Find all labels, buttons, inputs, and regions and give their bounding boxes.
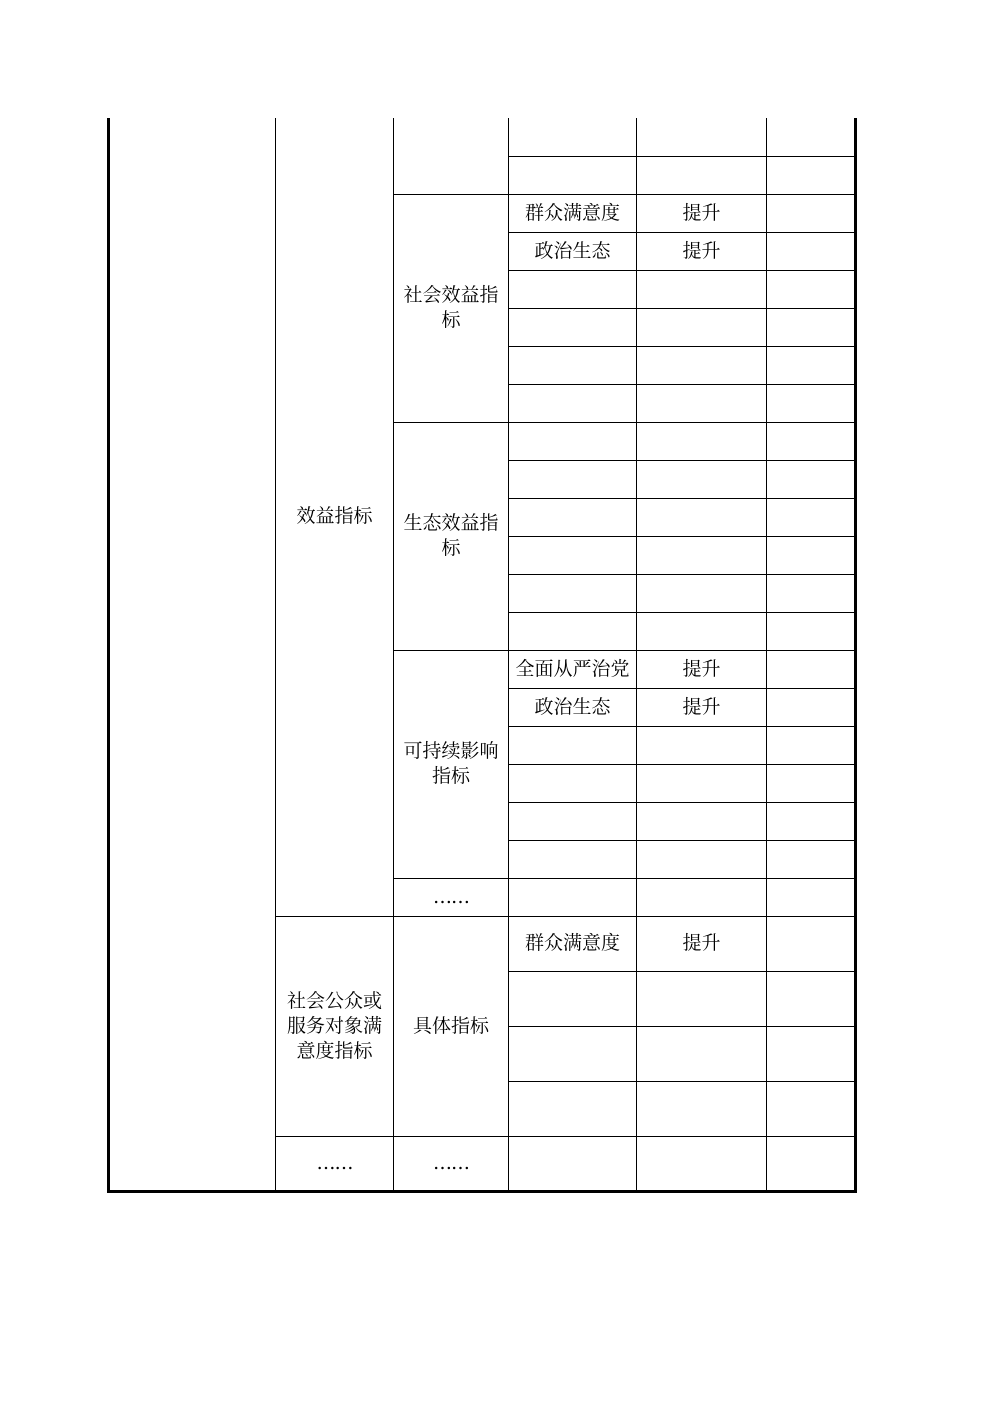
value-cell <box>637 764 767 802</box>
sustainable-impact-label: 可持续影响指标 <box>403 740 499 787</box>
score-cell <box>767 346 856 384</box>
value-cell <box>637 194 767 232</box>
level3-cell <box>509 422 637 460</box>
satisfaction-indicator-label: 社会公众或服务对象满意度指标 <box>286 989 382 1062</box>
level1-indicator-cell <box>109 118 276 1191</box>
value-cell <box>637 498 767 536</box>
level3-cell <box>509 688 637 726</box>
level3-cell <box>509 878 637 916</box>
value-cell <box>637 574 767 612</box>
level3-cell <box>509 346 637 384</box>
value-cell <box>637 118 767 156</box>
social-benefit-cell <box>394 194 509 422</box>
level3-cell <box>509 1026 637 1081</box>
level3-cell <box>509 1081 637 1136</box>
specific-indicator-label: 具体指标 <box>412 1014 489 1037</box>
score-cell <box>767 916 856 971</box>
score-cell <box>767 194 856 232</box>
value-cell <box>637 840 767 878</box>
ecological-benefit-cell <box>394 422 509 650</box>
value-cell <box>637 916 767 971</box>
level3-cell <box>509 460 637 498</box>
score-cell <box>767 384 856 422</box>
value-cell <box>637 650 767 688</box>
score-cell <box>767 1026 856 1081</box>
level3-cell <box>509 1136 637 1191</box>
effect-more-cell <box>394 878 509 916</box>
value-cell <box>637 1026 767 1081</box>
level3-cell <box>509 971 637 1026</box>
level3-cell <box>509 118 637 156</box>
score-cell <box>767 536 856 574</box>
score-cell <box>767 878 856 916</box>
value-cell <box>637 156 767 194</box>
value-cell <box>637 612 767 650</box>
level1-more-cell <box>276 1136 394 1191</box>
score-cell <box>767 1081 856 1136</box>
indicator-value: 提升 <box>682 239 721 262</box>
level3-cell <box>509 308 637 346</box>
value-cell <box>637 878 767 916</box>
ellipsis-text: …… <box>316 1151 353 1174</box>
value-cell <box>637 270 767 308</box>
continued-level2-cell <box>394 118 509 194</box>
score-cell <box>767 971 856 1026</box>
score-cell <box>767 156 856 194</box>
level3-cell <box>509 764 637 802</box>
value-cell <box>637 536 767 574</box>
effect-indicator-cell <box>276 118 394 916</box>
indicator-name: 群众满意度 <box>524 201 620 224</box>
value-cell <box>637 232 767 270</box>
effect-indicator-label: 效益指标 <box>296 505 373 528</box>
level3-cell <box>509 536 637 574</box>
value-cell <box>637 971 767 1026</box>
level3-cell <box>509 612 637 650</box>
performance-indicator-table <box>107 118 857 1193</box>
social-benefit-label: 社会效益指标 <box>403 284 499 331</box>
score-cell <box>767 688 856 726</box>
indicator-value: 提升 <box>682 932 721 954</box>
indicator-name: 政治生态 <box>534 695 611 718</box>
level3-cell <box>509 574 637 612</box>
score-cell <box>767 650 856 688</box>
score-cell <box>767 498 856 536</box>
level3-cell <box>509 156 637 194</box>
score-cell <box>767 612 856 650</box>
score-cell <box>767 802 856 840</box>
score-cell <box>767 764 856 802</box>
sustainable-impact-cell <box>394 650 509 878</box>
score-cell <box>767 574 856 612</box>
specific-indicator-cell <box>394 916 509 1136</box>
value-cell <box>637 802 767 840</box>
level3-cell <box>509 232 637 270</box>
satisfaction-indicator-cell <box>276 916 394 1136</box>
value-cell <box>637 384 767 422</box>
level3-cell <box>509 194 637 232</box>
level3-cell <box>509 384 637 422</box>
level3-cell <box>509 916 637 971</box>
indicator-value: 提升 <box>682 201 721 224</box>
score-cell <box>767 308 856 346</box>
indicator-name: 政治生态 <box>534 239 611 262</box>
value-cell <box>637 1081 767 1136</box>
value-cell <box>637 346 767 384</box>
ellipsis-text: …… <box>433 885 469 908</box>
value-cell <box>637 726 767 764</box>
score-cell <box>767 840 856 878</box>
score-cell <box>767 232 856 270</box>
score-cell <box>767 118 856 156</box>
value-cell <box>637 688 767 726</box>
score-cell <box>767 270 856 308</box>
value-cell <box>637 1136 767 1191</box>
ellipsis-text: …… <box>433 1151 469 1174</box>
ecological-benefit-label: 生态效益指标 <box>403 512 499 559</box>
level3-cell <box>509 270 637 308</box>
level3-cell <box>509 840 637 878</box>
level3-cell <box>509 802 637 840</box>
indicator-value: 提升 <box>682 695 721 718</box>
level3-cell <box>509 498 637 536</box>
score-cell <box>767 460 856 498</box>
value-cell <box>637 422 767 460</box>
indicator-name: 全面从严治党 <box>515 657 630 680</box>
level3-cell <box>509 650 637 688</box>
value-cell <box>637 460 767 498</box>
level2-more-cell <box>394 1136 509 1191</box>
score-cell <box>767 726 856 764</box>
level3-cell <box>509 726 637 764</box>
value-cell <box>637 308 767 346</box>
score-cell <box>767 1136 856 1191</box>
indicator-name: 群众满意度 <box>524 932 620 954</box>
indicator-value: 提升 <box>682 657 721 680</box>
score-cell <box>767 422 856 460</box>
